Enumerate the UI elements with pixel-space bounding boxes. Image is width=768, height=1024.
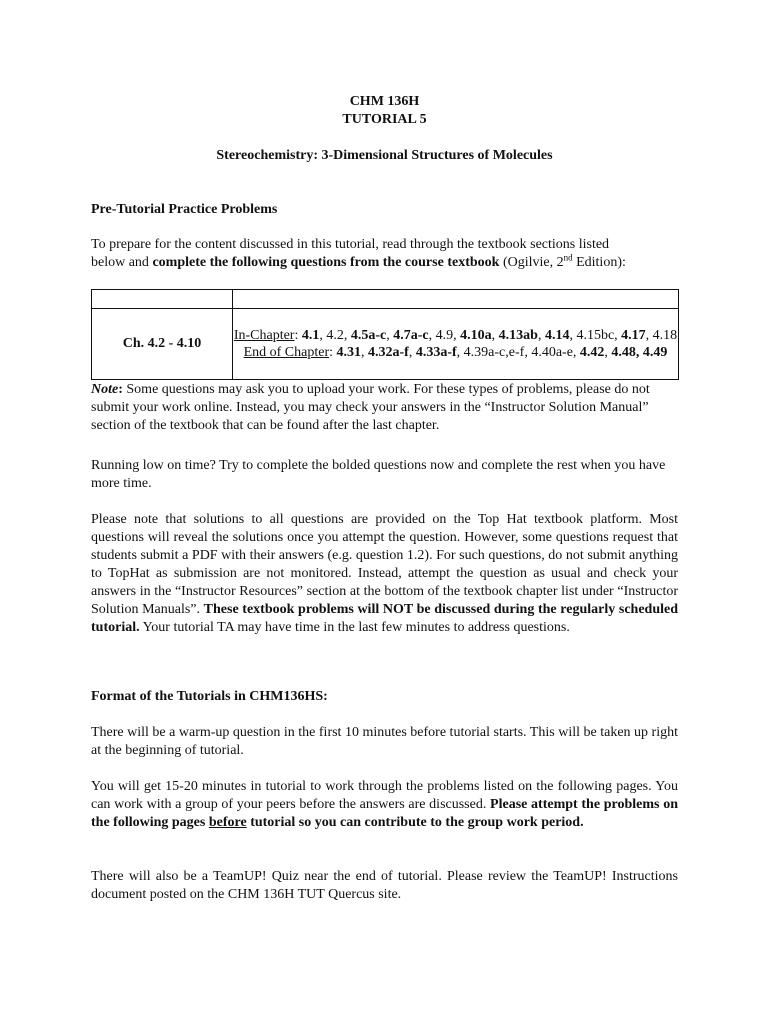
in-chapter-problem-19: , — [645, 327, 653, 343]
document-subtitle: Stereochemistry: 3-Dimensional Structures of Molecules — [216, 148, 553, 163]
format-heading: Format of the Tutorials in CHM136HS: — [91, 689, 328, 704]
in-chapter-problem-10: 4.10a — [460, 327, 492, 343]
solutions-paragraph — [91, 511, 678, 637]
table-header-cell-2 — [233, 290, 679, 309]
end-chapter-problem-3: , — [408, 345, 416, 360]
in-chapter-problem-5: , — [386, 327, 394, 343]
in-chapter-problem-3: , — [343, 327, 351, 343]
intro-line-2 — [91, 254, 678, 272]
work-time-paragraph — [91, 778, 678, 832]
intro-line-1: To prepare for the content discussed in this tutorial, read through the textbook sections listed — [91, 237, 610, 252]
note-colon: : — [118, 382, 123, 397]
course-code: CHM 136H — [349, 94, 420, 109]
in-chapter-problems: In-Chapter: 4.1, 4.2, 4.5a-c, 4.7a-c, 4.9, 4.10a, 4.13ab, 4.14, 4.15bc, 4.17, 4.18 — [233, 327, 678, 343]
in-chapter-problem-7: , — [428, 327, 436, 343]
table-header-cell-1 — [92, 290, 233, 309]
note-paragraph — [91, 381, 678, 435]
work-time-text: You will get 15-20 minutes in tutorial to work through the problems listed on the following pages. You can work with a group of your peers before the answers are discussed. — [91, 779, 678, 812]
in-chapter-problem-8: 4.9 — [435, 327, 454, 343]
in-chapter-problem-18: 4.17 — [621, 327, 646, 343]
end-chapter-problem-12: 4.48, — [611, 345, 640, 360]
end-of-chapter-list — [337, 345, 668, 360]
in-chapter-list — [302, 328, 677, 343]
intro-bold-text: complete the following questions from the course textbook — [152, 255, 500, 270]
solutions-bold-text: These textbook problems will NOT be discussed during the regularly scheduled tutorial. — [91, 602, 678, 635]
in-chapter-problem-11: , — [491, 327, 499, 343]
end-chapter-problem-14: 4.49 — [642, 345, 668, 360]
in-chapter-problem-4: 4.5a-c — [350, 327, 387, 343]
intro-edition-tail: Edition): — [572, 255, 626, 270]
in-chapter-problem-20: 4.18 — [652, 327, 678, 343]
table-header-row — [92, 290, 679, 309]
end-chapter-problem-1: , — [361, 345, 369, 360]
in-chapter-problem-17: , — [614, 327, 622, 343]
warm-up-paragraph: There will be a warm-up question in the first 10 minutes before tutorial starts. This will be taken up right at the beginning of tutorial. — [91, 725, 678, 758]
problems-table — [91, 289, 679, 380]
end-chapter-problem-0: 4.31 — [336, 345, 362, 360]
intro-edition-text: (Ogilvie, 2 — [499, 255, 564, 270]
end-chapter-problem-4: 4.33a-f — [415, 345, 457, 360]
chapter-section-cell: Ch. 4.2 - 4.10 — [92, 309, 233, 380]
in-chapter-problem-9: , — [453, 327, 461, 343]
end-chapter-problem-8: 4.40a-e — [531, 345, 573, 360]
pre-tutorial-intro — [91, 236, 678, 272]
edition-superscript: nd — [563, 252, 573, 263]
end-chapter-problem-9: , — [572, 345, 580, 360]
note-text: Some questions may ask you to upload your work. For these types of problems, please do not submit your work online. Instead, you may check your answers in the “Instructor Solution Manual” section of the textbook that can be found after the last chapter. — [91, 382, 650, 433]
in-chapter-problem-2: 4.2 — [326, 327, 344, 343]
end-of-chapter-label: End of Chapter — [243, 345, 330, 360]
attempt-text-a: Please attempt the problems on the following pages — [91, 797, 678, 830]
in-chapter-problem-13: , — [537, 327, 545, 343]
in-chapter-problem-0: 4.1 — [301, 327, 320, 343]
in-chapter-problem-16: 4.15bc — [576, 327, 615, 343]
table-row — [92, 309, 679, 380]
in-chapter-problem-6: 4.7a-c — [393, 327, 429, 343]
before-underlined: before — [208, 815, 247, 830]
pre-tutorial-heading: Pre-Tutorial Practice Problems — [91, 202, 278, 217]
end-of-chapter-problems: End of Chapter: 4.31, 4.32a-f, 4.33a-f, 4.39a-c,e-f, 4.40a-e, 4.42, 4.48, 4.49 — [243, 345, 668, 360]
intro-text: below and — [91, 255, 153, 270]
end-chapter-problem-7: , — [524, 345, 532, 360]
solutions-tail-text: Your tutorial TA may have time in the last few minutes to address questions. — [139, 620, 570, 635]
end-chapter-problem-6: 4.39a-c,e-f — [463, 345, 525, 360]
solutions-text: Please note that solutions to all questions are provided on the Top Hat textbook platform. Most questions will reveal the solutions once you attempt the question. However, some questions request that students submit a PDF with their answers (e.g. question 1.2). For such questions, do not submit anything to TopHat as submission are not monitored. Instead, attempt the question as usual and check your answers in the “Instructor Resources” section at the bottom of the textbook chapter list under “Instructor Solution Manuals”. — [91, 512, 678, 617]
in-chapter-problem-12: 4.13ab — [498, 327, 538, 343]
in-chapter-problem-15: , — [569, 327, 577, 343]
problems-cell — [233, 309, 679, 380]
end-chapter-problem-2: 4.32a-f — [368, 345, 409, 360]
end-chapter-problem-11: , — [604, 345, 612, 360]
in-chapter-label: In-Chapter — [233, 327, 295, 343]
end-chapter-problem-10: 4.42 — [579, 345, 605, 360]
end-chapter-problem-5: , — [456, 345, 464, 360]
note-label: Note — [91, 382, 119, 397]
teamup-paragraph: There will also be a TeamUP! Quiz near the end of tutorial. Please review the TeamUP! Instructions document posted on the CHM 136H TUT Quercus site. — [91, 869, 678, 902]
in-chapter-problem-14: 4.14 — [544, 327, 570, 343]
running-low-paragraph: Running low on time? Try to complete the bolded questions now and complete the rest when you have more time. — [91, 458, 666, 491]
in-chapter-problem-1: , — [319, 327, 327, 343]
attempt-text-b: tutorial so you can contribute to the group work period. — [246, 815, 584, 830]
tutorial-number: TUTORIAL 5 — [342, 112, 427, 127]
